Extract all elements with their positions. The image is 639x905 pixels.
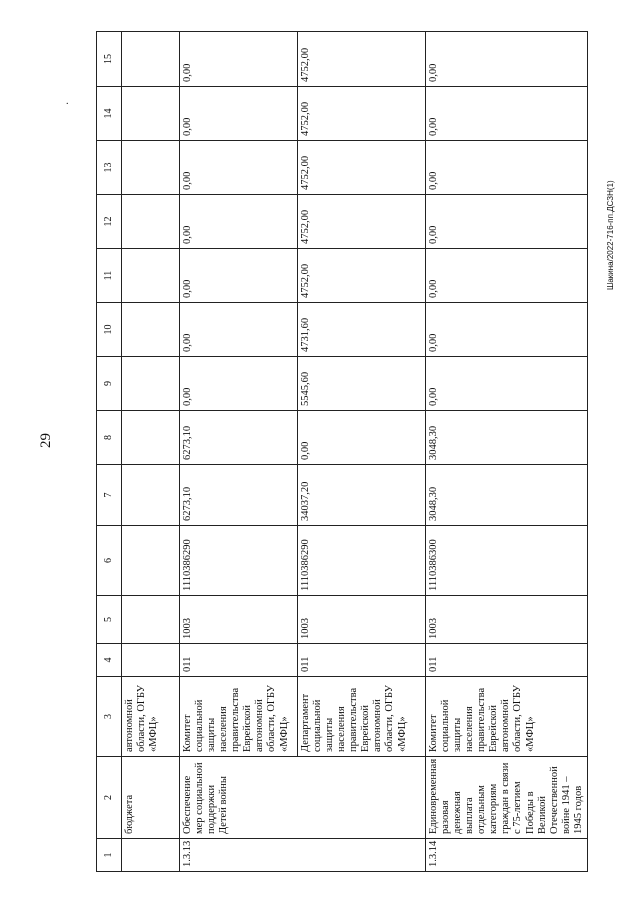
table-cell: 0,00 xyxy=(180,32,298,87)
table-cell: 0,00 xyxy=(426,303,588,357)
header-cell: 12 xyxy=(97,195,122,249)
table-cell: 3048,30 xyxy=(426,465,588,526)
table-cell: 4752,00 xyxy=(298,87,426,141)
table-cell: 0,00 xyxy=(426,249,588,303)
table-row xyxy=(298,32,426,872)
table-cell xyxy=(122,526,180,596)
header-cell: 9 xyxy=(97,357,122,411)
header-cell: 8 xyxy=(97,411,122,465)
table-cell: 1110386290 xyxy=(180,526,298,596)
table-cell: 0,00 xyxy=(180,87,298,141)
table-cell: 4752,00 xyxy=(298,249,426,303)
table-cell: 1.3.14 xyxy=(426,839,588,872)
table-cell: 0,00 xyxy=(180,303,298,357)
table-cell: 011 xyxy=(180,644,298,677)
header-cell: 6 xyxy=(97,526,122,596)
table-cell: 011 xyxy=(426,644,588,677)
table-cell: 0,00 xyxy=(426,87,588,141)
table-cell: 0,00 xyxy=(180,141,298,195)
table-cell: 1003 xyxy=(180,596,298,644)
header-cell: 14 xyxy=(97,87,122,141)
table-cell xyxy=(122,303,180,357)
table-cell: 0,00 xyxy=(180,195,298,249)
table-row xyxy=(122,32,180,872)
table-cell: 4752,00 xyxy=(298,141,426,195)
document-code: Шакина/2022-716-пп.ДСЗН(1) xyxy=(606,180,615,290)
table-cell: 3048,30 xyxy=(426,411,588,465)
header-cell: 3 xyxy=(97,677,122,757)
header-cell: 7 xyxy=(97,465,122,526)
header-cell: 5 xyxy=(97,596,122,644)
table-cell xyxy=(122,249,180,303)
table-cell: Комитет социальной защиты населения правительства Еврейской автономной области, ОГБУ «МФЦ» xyxy=(426,677,588,757)
stray-dot: . xyxy=(66,96,69,107)
table-cell: бюджета xyxy=(122,757,180,839)
table-cell: 0,00 xyxy=(180,249,298,303)
table-cell xyxy=(122,357,180,411)
table-cell xyxy=(122,411,180,465)
table-cell xyxy=(122,839,180,872)
table-cell xyxy=(122,87,180,141)
table-cell: 1110386300 xyxy=(426,526,588,596)
page-number: 29 xyxy=(38,433,54,448)
table-cell: 0,00 xyxy=(426,32,588,87)
table-cell: 0,00 xyxy=(426,357,588,411)
header-cell: 1 xyxy=(97,839,122,872)
table-cell: Департамент социальной защиты населения правительства Еврейской автономной области, ОГБУ «МФЦ» xyxy=(298,677,426,757)
header-row xyxy=(97,32,122,872)
table-cell: 4731,60 xyxy=(298,303,426,357)
table-cell xyxy=(122,644,180,677)
table-cell xyxy=(122,32,180,87)
table-row xyxy=(426,32,588,872)
table-cell: 0,00 xyxy=(298,411,426,465)
table-cell: 6273,10 xyxy=(180,411,298,465)
table-cell: 011 xyxy=(298,644,426,677)
table-cell: 1003 xyxy=(426,596,588,644)
table-cell: 0,00 xyxy=(426,141,588,195)
table-cell: 1110386290 xyxy=(298,526,426,596)
table-cell: Обеспечение мер социальной поддержки Детей войны xyxy=(180,757,426,839)
header-cell: 13 xyxy=(97,141,122,195)
table-cell: 1003 xyxy=(298,596,426,644)
table-cell: 5545,60 xyxy=(298,357,426,411)
header-cell: 10 xyxy=(97,303,122,357)
header-cell: 4 xyxy=(97,644,122,677)
table-cell xyxy=(122,195,180,249)
table-cell: 4752,00 xyxy=(298,32,426,87)
table-cell: Комитет социальной защиты населения правительства Еврейской автономной области, ОГБУ «МФЦ» xyxy=(180,677,298,757)
table-cell: автономной области, ОГБУ «МФЦ» xyxy=(122,677,180,757)
header-cell: 11 xyxy=(97,249,122,303)
rotated-table-wrapper xyxy=(96,32,582,872)
table-cell: 6273,10 xyxy=(180,465,298,526)
table-cell: 1.3.13 xyxy=(180,839,426,872)
table-cell: 4752,00 xyxy=(298,195,426,249)
table-cell: 34037,20 xyxy=(298,465,426,526)
budget-table xyxy=(96,31,588,872)
table-cell: 0,00 xyxy=(426,195,588,249)
table-frame xyxy=(96,32,582,872)
table-cell: Единовременная разовая денежная выплата отдельным категориям граждан в связи с 75-летием Победы в Великой Отечественной войне 1941 – 1945 годов xyxy=(426,757,588,839)
table-cell xyxy=(122,596,180,644)
header-cell: 2 xyxy=(97,757,122,839)
table-cell xyxy=(122,141,180,195)
table-cell: 0,00 xyxy=(180,357,298,411)
table-cell xyxy=(122,465,180,526)
header-cell: 15 xyxy=(97,32,122,87)
table-row xyxy=(180,32,298,872)
